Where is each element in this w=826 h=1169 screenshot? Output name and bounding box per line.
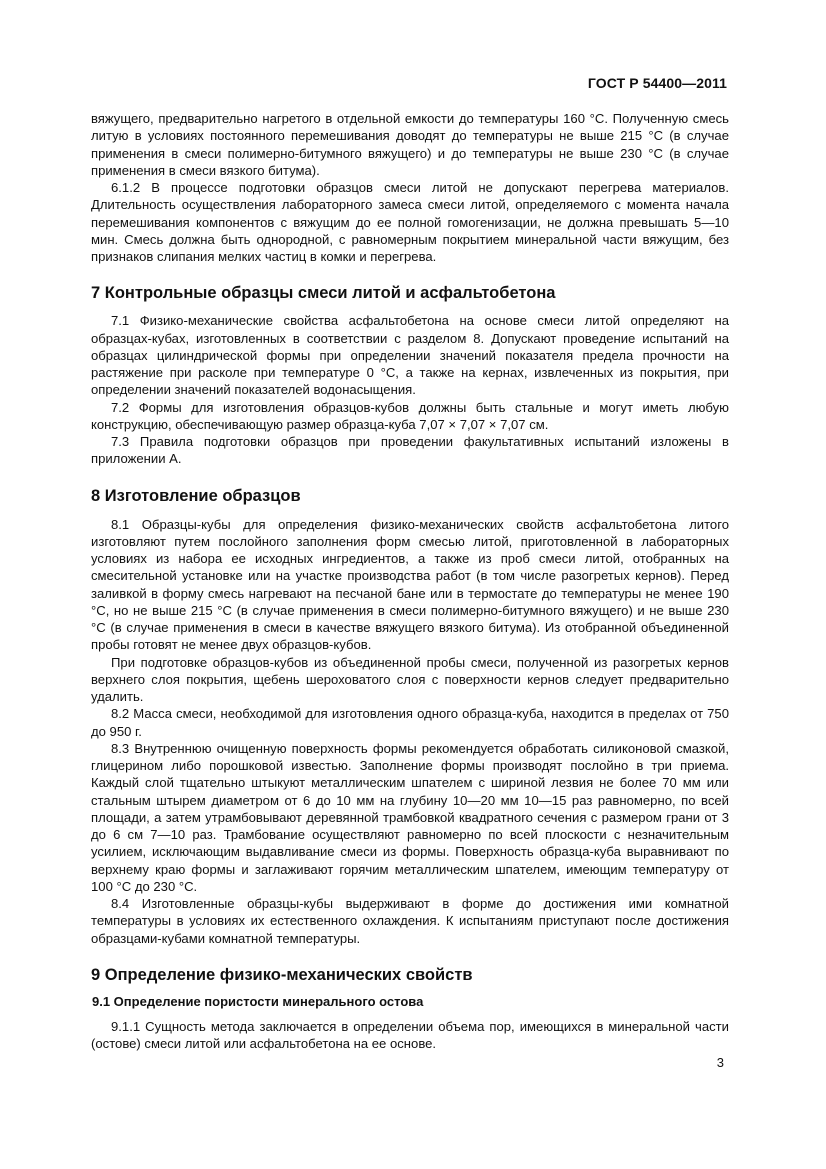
standard-code-header: ГОСТ Р 54400—2011 <box>587 75 727 91</box>
paragraph-8-1: 8.1 Образцы-кубы для определения физико-механических свойств асфальтобетона литого изготовляют путем послойного заполнения форм смесью литой, приготовленной в лабораторных условиях из набора ее исходных ингредиентов, а также из проб смеси литой, отобранных на смесительной установке или на участке производства работ (в том числе разогретых кернов). Перед заливкой в форму смесь нагревают на песчаной бане или в термостате до температуры не менее 190 °С, но не выше 215 °С (в случае применения в смеси полимерно-битумного вяжущего) и не выше 230 °С (в случае применения в смеси в качестве вяжущего вязкого битума). Из отобранной объединенной пробы готовят не менее двух образцов-кубов. <box>91 516 729 653</box>
paragraph-9-1-1: 9.1.1 Сущность метода заключается в определении объема пор, имеющихся в минеральной части (остове) смеси литой или асфальтобетона на ее основе. <box>91 1018 729 1051</box>
page-number: 3 <box>716 1055 724 1070</box>
paragraph-8-1-cont: При подготовке образцов-кубов из объединенной пробы смеси, полученной из разогретых кернов верхнего слоя покрытия, щебень шероховатого слоя с поверхности кернов следует предварительно удалить. <box>91 654 729 704</box>
paragraph-7-3: 7.3 Правила подготовки образцов при проведении факультативных испытаний изложены в приложении А. <box>91 434 729 467</box>
section-heading-8: 8 Изготовление образцов <box>91 486 301 505</box>
section-heading-9: 9 Определение физико-механических свойств <box>91 965 473 984</box>
paragraph-continuation: вяжущего, предварительно нагретого в отдельной емкости до температуры 160 °С. Полученную смесь литую в условиях постоянного перемешивания доводят до температуры не выше 215 °С (в случае применения в смеси полимерно-битумного вяжущего) и до температуры не выше 230 °С (в случае применения в смеси вязкого битума). <box>91 111 729 178</box>
subsection-heading-9-1: 9.1 Определение пористости минерального остова <box>92 993 424 1009</box>
document-body <box>91 110 729 1052</box>
paragraph-8-2: 8.2 Масса смеси, необходимой для изготовления одного образца-куба, находится в пределах от 750 до 950 г. <box>91 706 729 739</box>
paragraph-7-1: 7.1 Физико-механические свойства асфальтобетона на основе смеси литой определяют на образцах-кубах, изготовленных в соответствии с разделом 8. Допускают проведение испытаний на образцах цилиндрической формы при определении значений показателя предела прочности на растяжение при расколе при температуре 0 °С, а также на кернах, извлеченных из покрытия, при определении значений показателей водонасыщения. <box>91 313 729 398</box>
paragraph-7-2: 7.2 Формы для изготовления образцов-кубов должны быть стальные и могут иметь любую конструкцию, обеспечивающую размер образца-куба 7,07 × 7,07 × 7,07 см. <box>91 399 729 432</box>
paragraph-6-1-2: 6.1.2 В процессе подготовки образцов смеси литой не допускают перегрева материалов. Длительность осуществления лабораторного замеса смеси литой, определяемого с момента начала перемешивания компонентов с вяжущим до ее полной гомогенизации, не должна превышать 5—10 мин. Смесь должна быть однородной, с равномерным покрытием минеральной части вяжущим, без признаков слипания мелких частиц в комки и перегрева. <box>91 180 729 264</box>
paragraph-8-3: 8.3 Внутреннюю очищенную поверхность формы рекомендуется обработать силиконовой смазкой, глицерином либо порошковой известью. Заполнение формы производят послойно в три приема. Каждый слой тщательно штыкуют металлическим шпателем с шириной лезвия не более 70 мм или стальным штырем диаметром от 6 до 10 мм на глубину 10—20 мм 10—15 раз равномерно, по всей площади, а затем утрамбовывают деревянной трамбовкой квадратного сечения с размером грани от 3 до 6 см 7—10 раз. Трамбование осуществляют равномерно по всей плоскости с незначительным усилием, исключающим выдавливание смеси из формы. Поверхность образца-куба выравнивают по верхнему краю формы и заглаживают горячим металлическим шпателем, имеющим температуру от 100 °С до 230 °С. <box>91 740 729 894</box>
paragraph-8-4: 8.4 Изготовленные образцы-кубы выдерживают в форме до достижения ими комнатной температуры в условиях их естественного охлаждения. К испытаниям приступают после достижения образцами-кубами комнатной температуры. <box>91 896 729 946</box>
section-heading-7: 7 Контрольные образцы смеси литой и асфальтобетона <box>91 284 556 303</box>
